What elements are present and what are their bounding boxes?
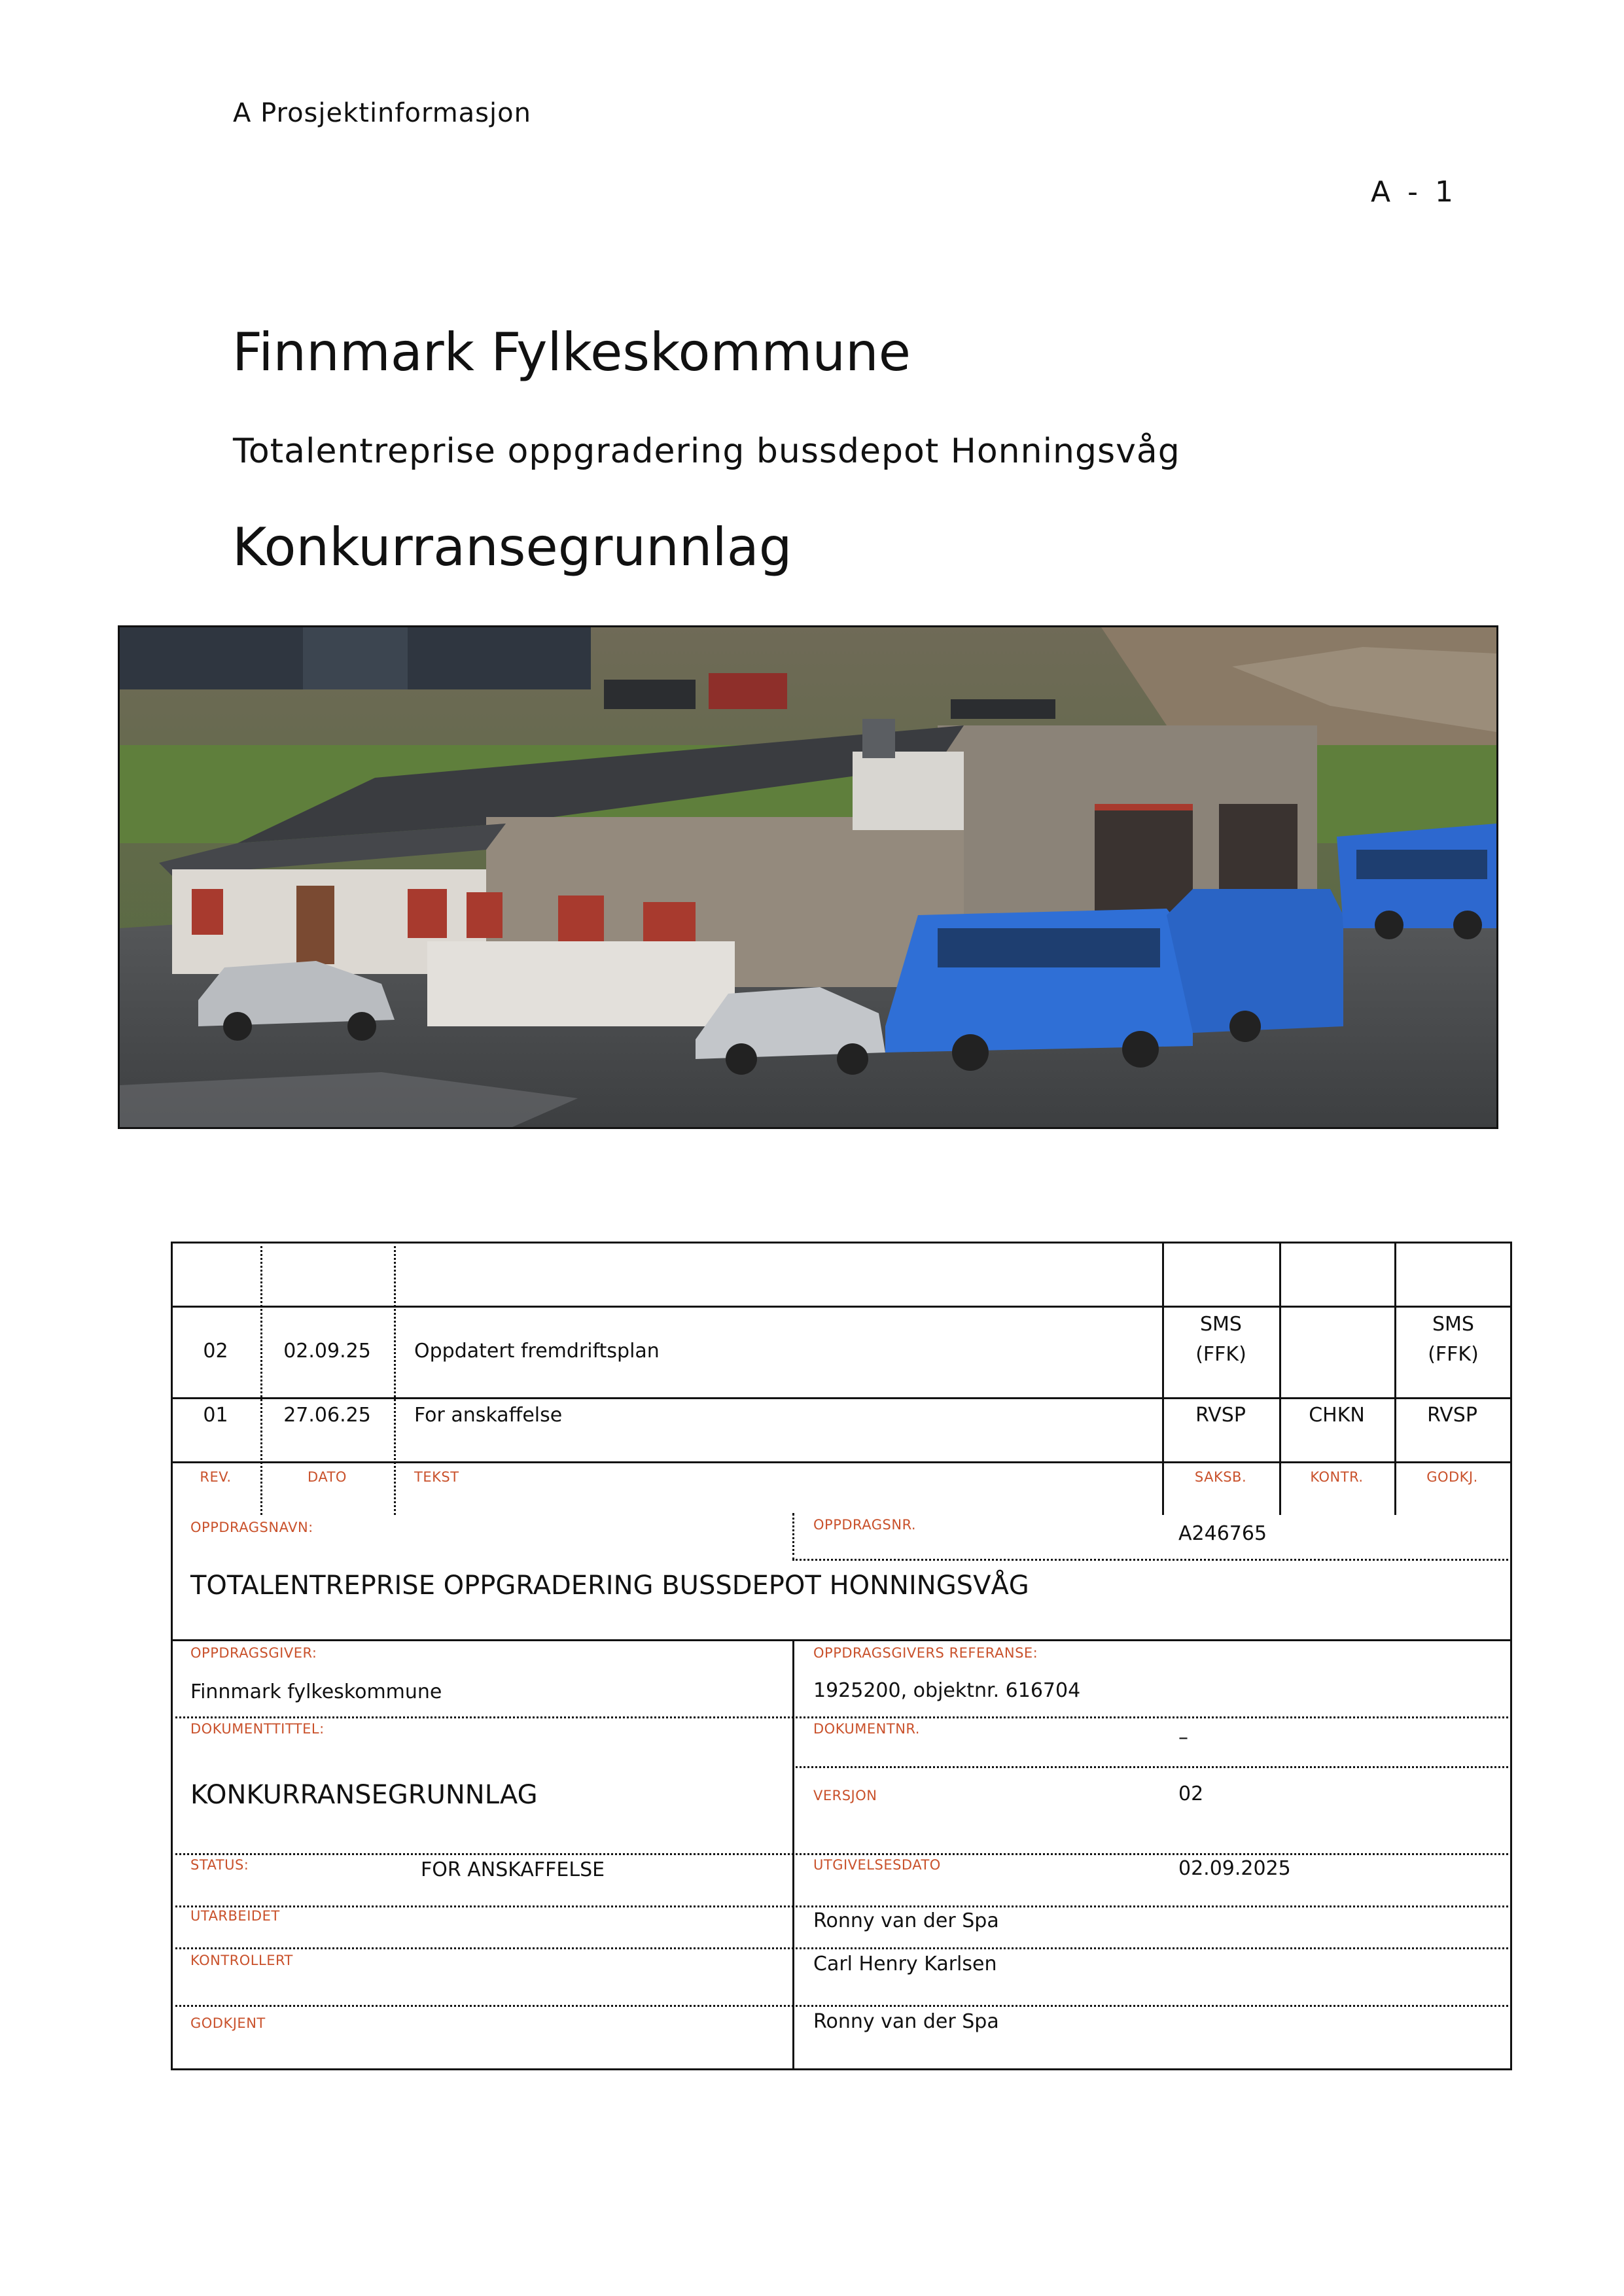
kontrollert-label: KONTROLLERT [190, 1953, 293, 1968]
revision-table [171, 1242, 1512, 1515]
rev-saksb: RVSP [1195, 1404, 1246, 1427]
rev-table-border-top [171, 1242, 1512, 1244]
utarbeidet-label: UTARBEIDET [190, 1908, 280, 1924]
godkjent-label: GODKJENT [190, 2015, 266, 2031]
rev-text: Oppdatert fremdriftsplan [414, 1340, 660, 1363]
dokumentnr-value: – [1178, 1726, 1188, 1749]
oppdragsnr-label: OPPDRAGSNR. [813, 1517, 917, 1533]
rev-godkj: SMS (FFK) [1428, 1313, 1479, 1366]
rev-header-text: TEKST [414, 1469, 459, 1485]
rev-number: 02 [203, 1340, 228, 1363]
info-row-divider [171, 1905, 1512, 1907]
info-row-divider [171, 1639, 1512, 1641]
client-title: Finnmark Fylkeskommune [232, 322, 911, 383]
utarbeidet-value: Ronny van der Spa [813, 1909, 999, 1932]
dokumenttittel-value: KONKURRANSEGRUNNLAG [190, 1780, 538, 1810]
rev-godkj: RVSP [1427, 1404, 1477, 1427]
referanse-label: OPPDRAGSGIVERS REFERANSE: [813, 1645, 1038, 1661]
rev-text: For anskaffelse [414, 1404, 563, 1427]
info-border-right [1510, 1513, 1512, 2070]
rev-header-kontr: KONTR. [1310, 1469, 1364, 1485]
cover-photo [118, 625, 1498, 1129]
info-border-left [171, 1513, 173, 2070]
status-label: STATUS: [190, 1857, 249, 1873]
oppdragsgiver-value: Finnmark fylkeskommune [190, 1680, 442, 1703]
rev-kontr: CHKN [1309, 1404, 1365, 1427]
document-info-table [171, 1513, 1512, 2070]
oppdragsnavn-value: TOTALENTREPRISE OPPGRADERING BUSSDEPOT HONNINGSVÅG [190, 1571, 1029, 1601]
rev-row-divider [171, 1397, 1512, 1399]
info-row-divider [171, 1853, 1512, 1855]
rev-row-divider [171, 1461, 1512, 1463]
oppdragsnavn-label: OPPDRAGSNAVN: [190, 1520, 313, 1535]
page-number: A - 1 [1371, 175, 1457, 209]
info-row-divider [171, 2005, 1512, 2007]
project-subtitle: Totalentreprise oppgradering bussdepot Honningsvåg [233, 432, 1180, 471]
rev-col-divider [394, 1242, 396, 1515]
oppdragsnr-value: A246765 [1178, 1522, 1267, 1545]
info-row-divider [792, 1766, 1512, 1768]
section-label: A Prosjektinformasjon [233, 98, 531, 128]
utgivelsesdato-label: UTGIVELSESDATO [813, 1857, 941, 1873]
rev-row-divider [171, 1306, 1512, 1308]
rev-header-godkj: GODKJ. [1426, 1469, 1478, 1485]
utgivelsesdato-value: 02.09.2025 [1178, 1857, 1291, 1880]
rev-header-saksb: SAKSB. [1194, 1469, 1247, 1485]
rev-number: 01 [203, 1404, 228, 1427]
rev-header-rev: REV. [200, 1469, 232, 1485]
rev-header-date: DATO [308, 1469, 347, 1485]
status-value: FOR ANSKAFFELSE [421, 1858, 605, 1881]
info-row-divider [171, 1716, 1512, 1718]
rev-saksb: SMS (FFK) [1195, 1313, 1246, 1366]
godkjent-value: Ronny van der Spa [813, 2010, 999, 2033]
versjon-value: 02 [1178, 1783, 1204, 1805]
bus-depot-illustration [120, 627, 1496, 1127]
dokumenttittel-label: DOKUMENTTITTEL: [190, 1721, 325, 1737]
document-type-title: Konkurransegrunnlag [232, 517, 792, 578]
referanse-value: 1925200, objektnr. 616704 [813, 1679, 1081, 1702]
rev-date: 27.06.25 [283, 1404, 371, 1427]
info-row-divider [171, 1947, 1512, 1949]
rev-date: 02.09.25 [283, 1340, 371, 1363]
rev-table-border-right [1510, 1242, 1512, 1515]
info-border-bottom [171, 2068, 1512, 2070]
info-col-divider [792, 1513, 794, 1560]
info-row-divider [792, 1559, 1512, 1561]
versjon-label: VERSJON [813, 1788, 877, 1803]
kontrollert-value: Carl Henry Karlsen [813, 1953, 997, 1975]
oppdragsgiver-label: OPPDRAGSGIVER: [190, 1645, 317, 1661]
dokumentnr-label: DOKUMENTNR. [813, 1721, 920, 1737]
